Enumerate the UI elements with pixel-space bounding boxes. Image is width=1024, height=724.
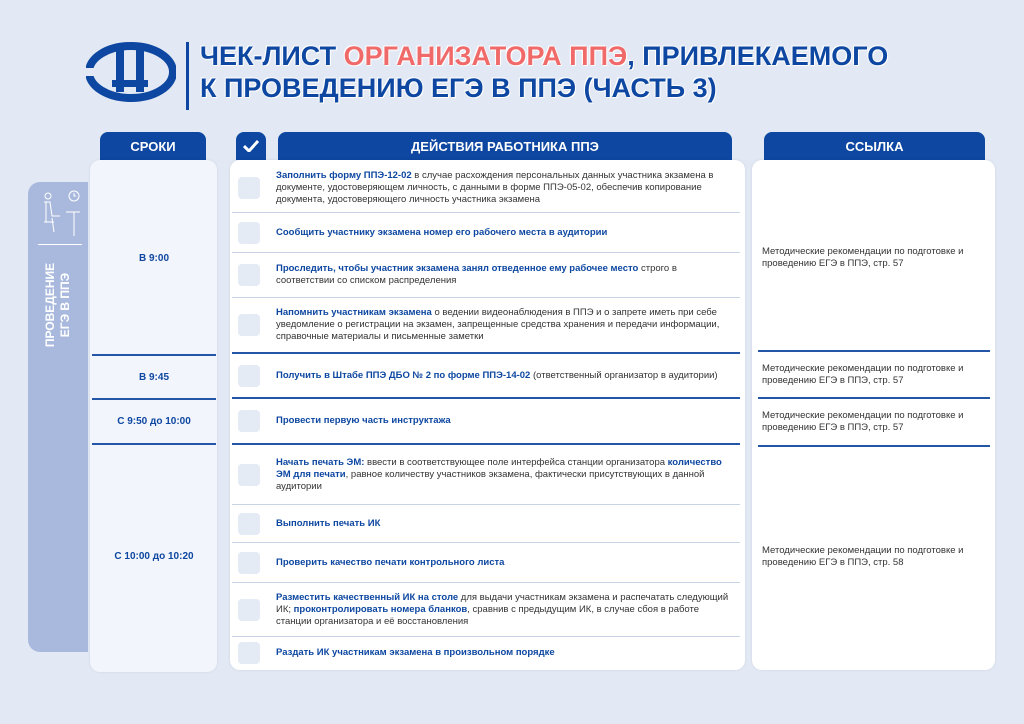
reference-text: Методические рекомендации по подготовке и проведению ЕГЭ в ППЭ, стр. 57 (762, 245, 964, 269)
time-slot: В 9:45 (92, 356, 216, 400)
action-title: Заполнить форму ППЭ-12-02 (276, 169, 412, 181)
action-row (232, 298, 740, 354)
title-line2: К ПРОВЕДЕНИЮ ЕГЭ В ППЭ (ЧАСТЬ 3) (200, 73, 717, 103)
action-row (232, 253, 740, 298)
title-divider (186, 42, 189, 110)
action-title: Разместить качественный ИК на столе (276, 591, 459, 603)
page-title (200, 40, 888, 104)
action-text: для выдачи участникам экзамена и распечатать следующий ИК; (276, 591, 729, 615)
logo (86, 42, 176, 102)
action-title: Сообщить участнику экзамена номер его рабочего места в аудитории (276, 226, 608, 238)
action-title: Проследить, чтобы участник экзамена занял отведенное ему рабочее место (276, 263, 639, 274)
header-link: ССЫЛКА (764, 132, 985, 160)
action-row (232, 543, 740, 583)
reference-text: Методические рекомендации по подготовке и проведению ЕГЭ в ППЭ, стр. 57 (762, 410, 964, 433)
action-title: Проверить качество печати контрольного листа (276, 556, 505, 568)
checkbox[interactable] (238, 464, 260, 486)
checkbox[interactable] (238, 314, 260, 336)
check-icon (236, 132, 266, 160)
checkbox[interactable] (238, 642, 260, 664)
action-text: в случае расхождения персональных данных участника экзамена в документе, удостоверяющем личность, с данными в форме ППЭ-05-02, обеспечив копирование документа, удостоверяющего личность участника экзамена (276, 169, 714, 205)
action-text: строго в соответствии со списком распределения (276, 263, 677, 286)
checkbox[interactable] (238, 513, 260, 535)
action-title: Напомнить участникам экзамена (276, 307, 432, 318)
action-title: Выполнить печать ИК (276, 517, 381, 529)
action-title: Получить в Штабе ППЭ ДБО № 2 по форме ППЭ-14-02 (276, 369, 531, 381)
checkbox[interactable] (238, 599, 260, 621)
action-row (232, 213, 740, 253)
header-terms: СРОКИ (100, 132, 206, 160)
action-title: Начать печать ЭМ: (276, 456, 365, 468)
action-text: (ответственный организатор в аудитории) (530, 369, 718, 381)
time-slot: С 9:50 до 10:00 (92, 400, 216, 445)
action-text: , равное количеству участников экзамена, фактически присутствующих в данной аудитории (276, 468, 705, 492)
exam-desk-icon (38, 188, 82, 240)
action-title: Раздать ИК участникам экзамена в произвольном порядке (276, 647, 555, 658)
side-label-line2: ЕГЭ В ППЭ (58, 272, 73, 338)
action-title: количество ЭМ для печати (276, 456, 722, 480)
side-divider (38, 244, 82, 245)
action-row (232, 637, 740, 669)
checkbox[interactable] (238, 410, 260, 432)
title-text: , ПРИВЛЕКАЕМОГО (627, 41, 889, 71)
time-slot: В 9:00 (92, 163, 216, 356)
action-row (232, 354, 740, 399)
checkbox[interactable] (238, 222, 260, 244)
action-text: , сравнив с предыдущим ИК, в случае сбоя в работе станции организатора и её восстановления (276, 603, 700, 627)
header-actions: ДЕЙСТВИЯ РАБОТНИКА ППЭ (278, 132, 732, 160)
checkbox[interactable] (238, 177, 260, 199)
action-row (232, 399, 740, 445)
action-text: ввести в соответствующее поле интерфейса станции организатора (364, 456, 668, 468)
action-row (232, 445, 740, 505)
action-row (232, 505, 740, 543)
checkbox[interactable] (238, 365, 260, 387)
time-slot: С 10:00 до 10:20 (114, 550, 194, 562)
reference-text: Методические рекомендации по подготовке и проведению ЕГЭ в ППЭ, стр. 57 (762, 362, 964, 386)
title-text: ЧЕК-ЛИСТ (200, 41, 344, 71)
action-title: проконтролировать номера бланков (293, 603, 468, 615)
title-accent: ОРГАНИЗАТОРА ППЭ (343, 41, 628, 71)
checkbox[interactable] (238, 264, 260, 286)
action-row (232, 163, 740, 213)
checkbox[interactable] (238, 552, 260, 574)
side-label-line1: ПРОВЕДЕНИЕ (43, 262, 58, 348)
side-label (28, 250, 88, 360)
action-row (232, 583, 740, 637)
action-text: о ведении видеонаблюдения в ППЭ и о запрете иметь при себе уведомление о регистрации на экзамен, запрещенные средства хранения и передачи информации, справочные материалы и письменные заметки (276, 307, 720, 342)
reference-text: Методические рекомендации по подготовке и проведению ЕГЭ в ППЭ, стр. 58 (762, 545, 964, 568)
action-title: Провести первую часть инструктажа (276, 415, 451, 426)
